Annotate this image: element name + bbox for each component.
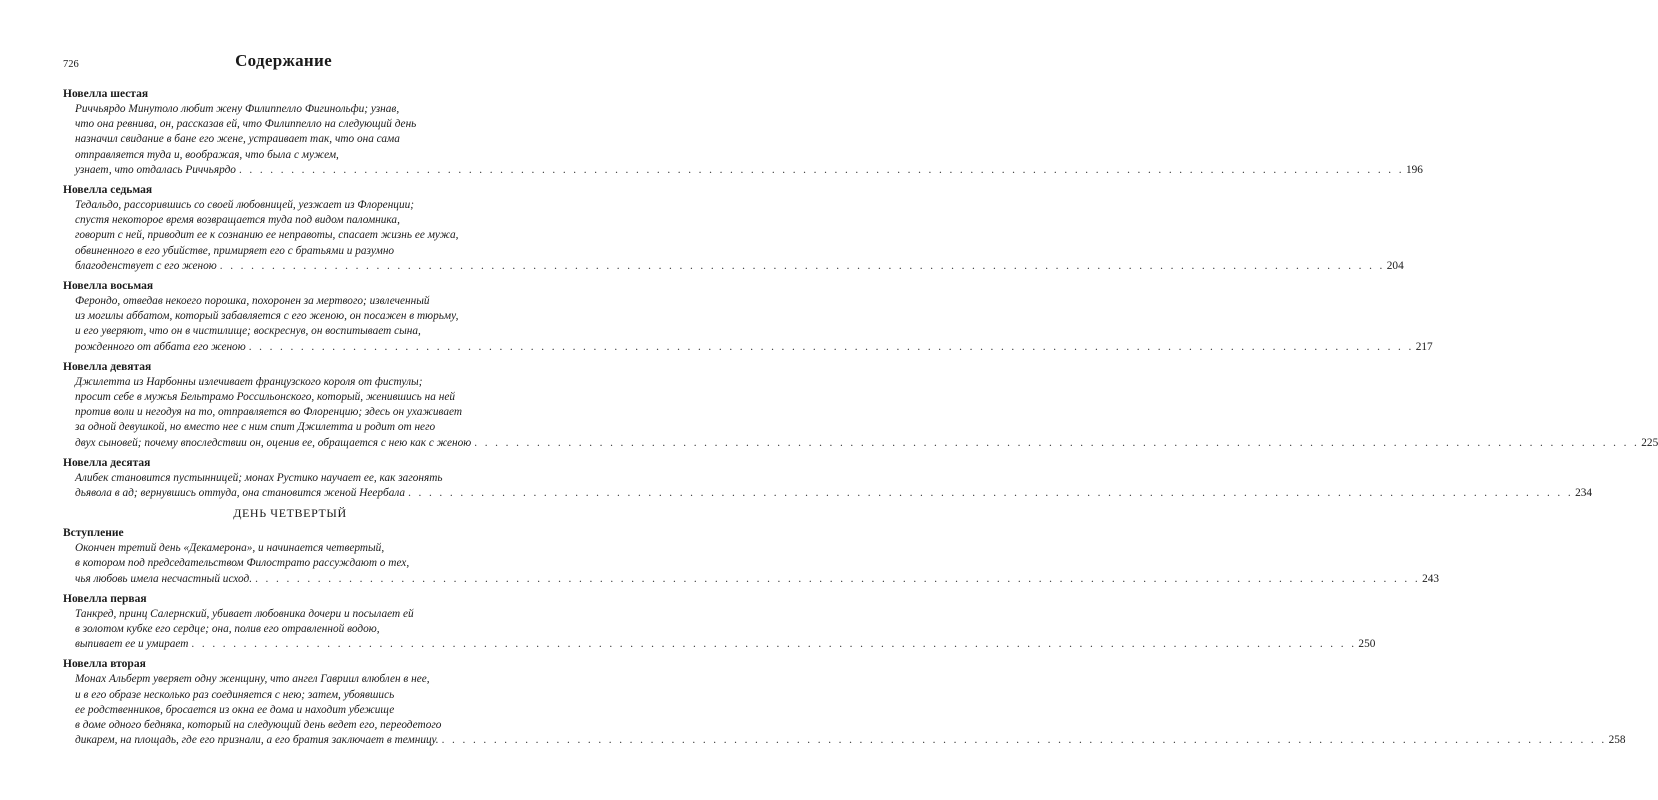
summary-line: отправляется туда и, воображая, что была с мужем, — [75, 148, 339, 161]
toc-entry-summary — [63, 375, 1658, 451]
summary-line: чья любовь имела несчастный исход. — [75, 572, 253, 585]
toc-page-number: 243 — [1422, 572, 1440, 585]
toc-page-number: 204 — [1386, 259, 1404, 272]
summary-line: Монах Альберт уверяет одну женщину, что ангел Гавриил влюблен в нее, — [75, 673, 430, 686]
toc-entry-heading: Новелла шестая — [63, 88, 149, 100]
summary-line: дьявола в ад; вернувшись оттуда, она становится женой Неербала — [75, 487, 406, 500]
summary-line: из могилы аббатом, который забавляется с его женою, он посажен в тюрьму, — [75, 310, 459, 323]
toc-entry — [63, 592, 1376, 653]
toc-entry — [63, 456, 1593, 501]
toc-entry-summary — [63, 198, 1404, 274]
dot-leader: . . . . . . . . . . . . . . . . . . . . . . . . . . . . . . . . . . . . . . . . . . . . . . . . . . . . . . . . . . . . . . . . . . . . . . . . . . . . . . . . . . . . . . . . . . . . . . . . . . . . . . . . . . . . . . . . — [248, 340, 1414, 353]
summary-last-line — [75, 572, 1440, 587]
toc-entry-heading: Новелла восьмая — [63, 280, 154, 293]
toc-entry-heading: Новелла десятая — [63, 456, 151, 469]
summary-line: и его уверяют, что он в чистилище; воскреснув, он воспитывает сына, — [75, 325, 421, 338]
toc-entry-summary — [63, 541, 1440, 587]
summary-line: Окончен третий день «Декамерона», и начинается четвертый, — [75, 542, 385, 555]
toc-entry — [63, 657, 1626, 748]
toc-entry-summary — [63, 607, 1376, 653]
dot-leader: . . . . . . . . . . . . . . . . . . . . . . . . . . . . . . . . . . . . . . . . . . . . . . . . . . . . . . . . . . . . . . . . . . . . . . . . . . . . . . . . . . . . . . . . . . . . . . . . . . . . . . . . . . . . . . . . — [474, 436, 1640, 449]
toc-entry — [63, 279, 1433, 355]
summary-line: благоденствует с его женою — [75, 259, 217, 272]
toc-entry — [63, 360, 1658, 451]
dot-leader: . . . . . . . . . . . . . . . . . . . . . . . . . . . . . . . . . . . . . . . . . . . . . . . . . . . . . . . . . . . . . . . . . . . . . . . . . . . . . . . . . . . . . . . . . . . . . . . . . . . . . . . . . . . . . . . . — [238, 163, 1404, 176]
toc-entry-summary — [63, 672, 1626, 748]
dot-leader: . . . . . . . . . . . . . . . . . . . . . . . . . . . . . . . . . . . . . . . . . . . . . . . . . . . . . . . . . . . . . . . . . . . . . . . . . . . . . . . . . . . . . . . . . . . . . . . . . . . . . . . . . . . . . . . . — [408, 487, 1574, 500]
toc-entry-heading: Вступление — [63, 527, 124, 540]
table-of-contents — [63, 82, 1658, 749]
toc-entry — [63, 526, 1440, 587]
summary-line: дикарем, на площадь, где его признали, а его братия заключает в темницу. — [75, 734, 439, 747]
section-title: ДЕНЬ ЧЕТВЕРТЫЙ — [233, 506, 347, 521]
summary-line: в доме одного бедняка, который на следующий день ведет его, переодетого — [75, 719, 442, 732]
summary-line: назначил свидание в бане его жене, устраивает так, что она сама — [75, 133, 400, 146]
toc-page-number: 225 — [1641, 436, 1658, 449]
summary-line: обвиненного в его убийстве, примиряет его с братьями и разумно — [75, 244, 395, 257]
summary-last-line — [75, 340, 1433, 355]
toc-entry-summary — [63, 471, 1593, 501]
toc-entry-heading: Новелла седьмая — [63, 184, 153, 197]
summary-line: спустя некоторое время возвращается туда под видом паломника, — [75, 214, 400, 227]
page-number: 726 — [63, 59, 79, 70]
summary-line: Тедальдо, рассорившись со своей любовницей, уезжает из Флоренции; — [75, 199, 414, 212]
summary-line: Танкред, принц Салернский, убивает любовника дочери и посылает ей — [75, 607, 414, 620]
toc-entry-heading: Новелла девятая — [63, 360, 152, 373]
toc-entry-heading: Новелла первая — [63, 592, 147, 605]
summary-line: за одной девушкой, но вместо нее с ним спит Джилетта и родит от него — [75, 421, 436, 434]
summary-last-line — [75, 486, 1593, 501]
toc-page-number: 258 — [1608, 734, 1626, 747]
dot-leader: . . . . . . . . . . . . . . . . . . . . . . . . . . . . . . . . . . . . . . . . . . . . . . . . . . . . . . . . . . . . . . . . . . . . . . . . . . . . . . . . . . . . . . . . . . . . . . . . . . . . . . . . . . . . . . . . — [191, 638, 1357, 651]
summary-line: выпивает ее и умирает — [75, 638, 189, 651]
summary-line: узнает, что отдалась Риччьярдо — [75, 163, 236, 176]
summary-last-line — [75, 163, 1423, 178]
summary-line: Джилетта из Нарбонны излечивает французского короля от фистулы; — [75, 375, 423, 388]
summary-last-line — [75, 733, 1626, 748]
toc-entry — [63, 87, 1423, 178]
toc-page-number: 217 — [1415, 340, 1433, 353]
toc-page-number: 250 — [1358, 638, 1376, 651]
dot-leader: . . . . . . . . . . . . . . . . . . . . . . . . . . . . . . . . . . . . . . . . . . . . . . . . . . . . . . . . . . . . . . . . . . . . . . . . . . . . . . . . . . . . . . . . . . . . . . . . . . . . . . . . . . . . . . . . — [219, 259, 1385, 272]
summary-line: просит себе в мужья Бельтрамо Россильонского, который, женившись на ней — [75, 391, 455, 404]
toc-entry-summary — [63, 294, 1433, 355]
summary-line: говорит с ней, приводит ее к сознанию ее неправоты, спасает жизнь ее мужа, — [75, 229, 459, 242]
summary-line: Алибек становится пустынницей; монах Рустико научает ее, как загонять — [75, 471, 443, 484]
summary-line: рожденного от аббата его женою — [75, 340, 246, 353]
summary-last-line — [75, 259, 1404, 274]
summary-line: Риччьярдо Минутоло любит жену Филиппелло Фигинольфи; узнав, — [75, 103, 400, 115]
summary-last-line — [75, 436, 1658, 451]
dot-leader: . . . . . . . . . . . . . . . . . . . . . . . . . . . . . . . . . . . . . . . . . . . . . . . . . . . . . . . . . . . . . . . . . . . . . . . . . . . . . . . . . . . . . . . . . . . . . . . . . . . . . . . . . . . . . . . . — [255, 572, 1421, 585]
summary-line: ее родственников, бросается из окна ее дома и находит убежище — [75, 703, 395, 716]
page-title: Содержание — [235, 51, 332, 70]
toc-entry — [63, 183, 1404, 274]
summary-line: и в его образе несколько раз соединяется с нею; затем, убоявшись — [75, 688, 395, 701]
dot-leader: . . . . . . . . . . . . . . . . . . . . . . . . . . . . . . . . . . . . . . . . . . . . . . . . . . . . . . . . . . . . . . . . . . . . . . . . . . . . . . . . . . . . . . . . . . . . . . . . . . . . . . . . . . . . . . . . — [441, 734, 1607, 747]
summary-line: в золотом кубке его сердце; она, полив его отравленной водою, — [75, 623, 380, 636]
toc-entry-summary — [63, 102, 1423, 178]
summary-line: в котором под председательством Филострато рассуждают о тех, — [75, 557, 410, 570]
toc-page-number: 196 — [1405, 163, 1423, 176]
summary-line: против воли и негодуя на то, отправляется во Флоренцию; здесь он ухаживает — [75, 406, 462, 419]
summary-line: что она ревнива, он, рассказав ей, что Филиппелло на следующий день — [75, 118, 417, 131]
summary-line: двух сыновей; почему впоследствии он, оценив ее, обращается с нею как с женою — [75, 436, 472, 449]
toc-page-number: 234 — [1575, 487, 1593, 500]
toc-entry-heading: Новелла вторая — [63, 658, 146, 671]
summary-last-line — [75, 637, 1376, 652]
summary-line: Ферондо, отведав некоего порошка, похоронен за мертвого; извлеченный — [75, 295, 430, 308]
